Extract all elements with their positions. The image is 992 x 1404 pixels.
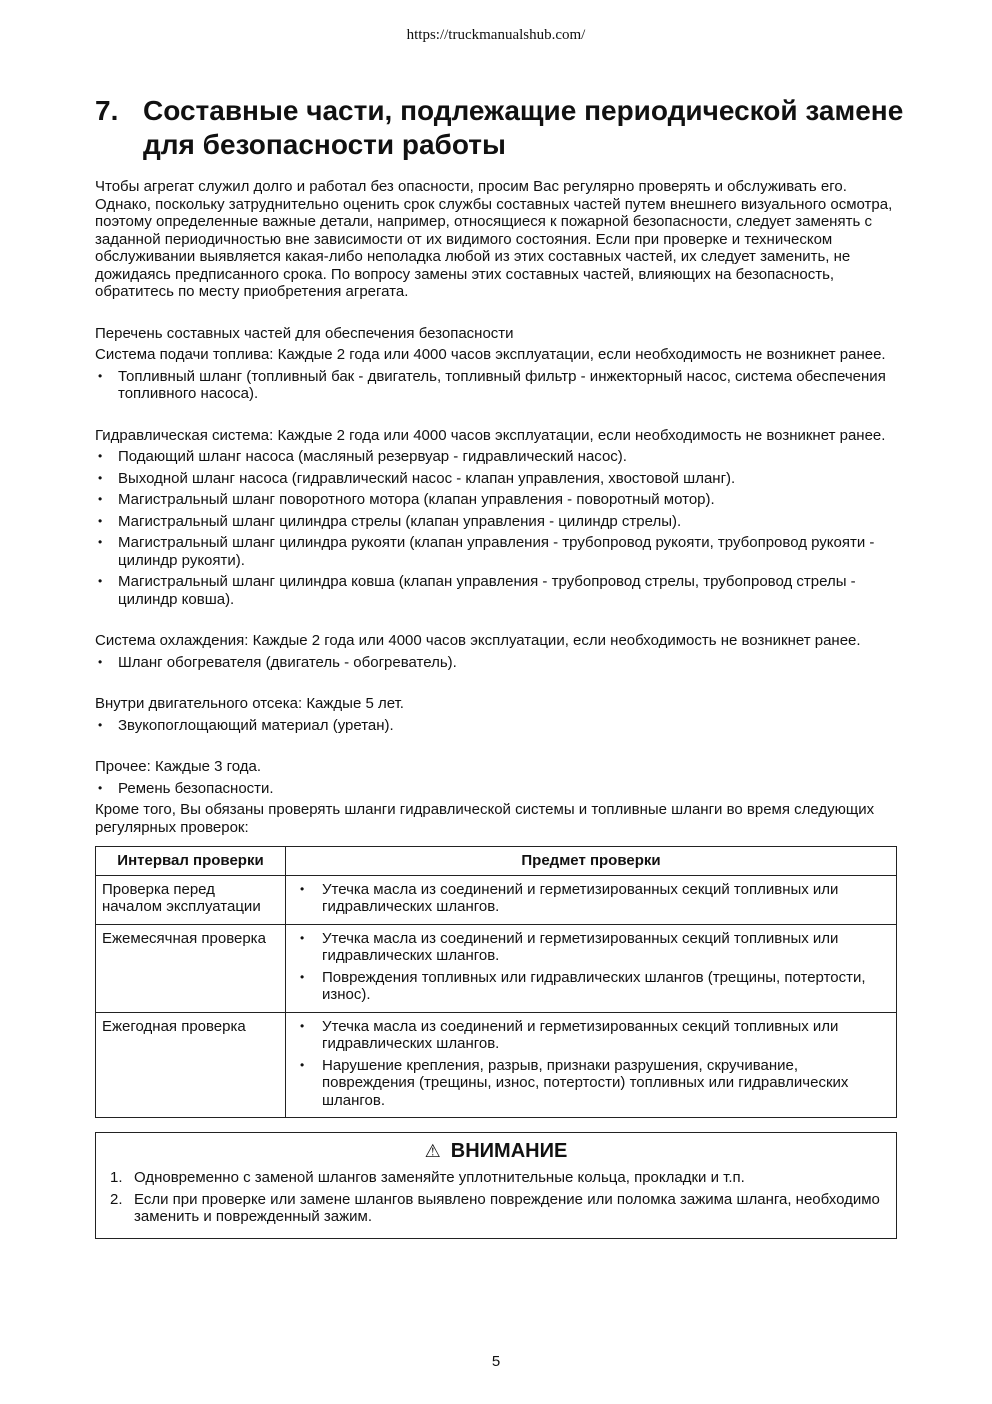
section-number: 7. xyxy=(95,95,119,126)
group-heading: Система охлаждения: Каждые 2 года или 4000 часов эксплуатации, если необходимость не возникнет ранее. xyxy=(95,632,861,649)
group-hydraulic-system xyxy=(95,427,897,609)
list-item: • Магистральный шланг цилиндра ковша (клапан управления - трубопровод стрелы, трубопровод стрелы - цилиндр ковша). xyxy=(95,573,897,608)
inspection-table xyxy=(95,846,897,1118)
warning-item xyxy=(110,1169,882,1187)
list-item: • Магистральный шланг поворотного мотора (клапан управления - поворотный мотор). xyxy=(95,491,897,509)
inspection-note: Кроме того, Вы обязаны проверять шланги гидравлической системы и топливные шланги во время следующих регулярных проверок: xyxy=(95,801,875,836)
list-item: • Утечка масла из соединений и герметизированных секций топливных или гидравлических шлангов. xyxy=(292,881,890,916)
parts-list-heading: Перечень составных частей для обеспечения безопасности xyxy=(95,324,514,342)
intro-paragraph: Чтобы агрегат служил долго и работал без опасности, просим Вас регулярно проверять и обслуживать его. Однако, поскольку затруднительно оценить срок службы составных частей путем внешнего визуального осмотра, поэтому определенные важные детали, например, относящиеся к пожарной безопасности, следует заменять с заданной периодичностью вне зависимости от их видимого состояния. Если при проверке и техническом обслуживании выявляется какая-либо неполадка любой из этих составных частей, их следует заменить, не дожидаясь предписанного срока. По вопросу замены этих составных частей, влияющих на безопасность, обратитесь по месту приобретения агрегата. xyxy=(95,178,893,300)
group-cooling-system xyxy=(95,632,897,671)
bullet-list xyxy=(95,448,897,608)
group-other xyxy=(95,758,897,797)
bullet-list xyxy=(292,1018,890,1110)
list-item: • Звукопоглощающий материал (уретан). xyxy=(95,717,897,735)
page-content xyxy=(95,178,897,1239)
list-item: • Топливный шланг (топливный бак - двигатель, топливный фильтр - инжекторный насос, система обеспечения топливного насоса). xyxy=(95,368,897,403)
group-heading: Внутри двигательного отсека: Каждые 5 лет. xyxy=(95,695,404,712)
bullet-list xyxy=(95,368,897,403)
group-engine-compartment xyxy=(95,695,897,734)
bullet-list xyxy=(292,930,890,1004)
items-cell xyxy=(286,875,897,924)
bullet-list xyxy=(95,654,897,672)
list-item: • Повреждения топливных или гидравлических шлангов (трещины, потертости, износ). xyxy=(292,969,890,1004)
group-heading: Гидравлическая система: Каждые 2 года или 4000 часов эксплуатации, если необходимость не возникнет ранее. xyxy=(95,426,886,444)
bullet-list xyxy=(292,881,890,916)
warning-title: ВНИМАНИЕ xyxy=(450,1140,568,1162)
warning-item-text: Если при проверке или замене шлангов выявлено повреждение или поломка зажима шланга, необходимо заменить и поврежденный зажим. xyxy=(134,1190,880,1225)
bullet-list xyxy=(95,780,897,798)
table-row xyxy=(96,924,897,1012)
column-header-interval: Интервал проверки xyxy=(96,847,286,876)
page-number: 5 xyxy=(491,1353,501,1370)
warning-item-text: Одновременно с заменой шлангов заменяйте уплотнительные кольца, прокладки и т.п. xyxy=(134,1169,745,1186)
warning-item xyxy=(110,1191,882,1226)
group-heading: Прочее: Каждые 3 года. xyxy=(95,758,262,775)
list-item: • Подающий шланг насоса (масляный резервуар - гидравлический насос). xyxy=(95,448,897,466)
list-item: • Шланг обогревателя (двигатель - обогреватель). xyxy=(95,654,897,672)
warning-item-number: 1. xyxy=(110,1169,123,1186)
warning-box xyxy=(95,1132,897,1239)
warning-item-number: 2. xyxy=(110,1190,123,1208)
group-heading: Система подачи топлива: Каждые 2 года или 4000 часов эксплуатации, если необходимость не возникнет ранее. xyxy=(95,346,886,363)
interval-cell: Проверка перед началом эксплуатации xyxy=(96,875,286,924)
list-item: • Нарушение крепления, разрыв, признаки разрушения, скручивание, повреждения (трещины, износ, потертости) топливных или гидравлических шлангов. xyxy=(292,1057,890,1110)
source-url[interactable]: https://truckmanualshub.com/ xyxy=(406,27,586,43)
warning-triangle-icon: ⚠ xyxy=(424,1141,441,1161)
table-row xyxy=(96,1012,897,1118)
warning-list xyxy=(110,1169,882,1226)
list-item: • Утечка масла из соединений и герметизированных секций топливных или гидравлических шлангов. xyxy=(292,930,890,965)
group-fuel-system xyxy=(95,346,897,403)
page-title xyxy=(95,94,915,162)
list-item: • Магистральный шланг цилиндра стрелы (клапан управления - цилиндр стрелы). xyxy=(95,513,897,531)
items-cell xyxy=(286,924,897,1012)
bullet-list xyxy=(95,717,897,735)
table-row xyxy=(96,875,897,924)
interval-cell: Ежемесячная проверка xyxy=(96,924,286,1012)
table-header-row xyxy=(96,847,897,876)
section-title: Составные части, подлежащие периодической замене для безопасности работы xyxy=(143,95,904,160)
list-item: • Выходной шланг насоса (гидравлический насос - клапан управления, хвостовой шланг). xyxy=(95,470,897,488)
column-header-item: Предмет проверки xyxy=(286,847,897,876)
interval-cell: Ежегодная проверка xyxy=(96,1012,286,1118)
warning-header xyxy=(110,1139,882,1163)
list-item: • Утечка масла из соединений и герметизированных секций топливных или гидравлических шлангов. xyxy=(292,1018,890,1053)
items-cell xyxy=(286,1012,897,1118)
list-item: • Магистральный шланг цилиндра рукояти (клапан управления - трубопровод рукояти, трубопровод рукояти - цилиндр рукояти). xyxy=(95,534,897,569)
list-item: • Ремень безопасности. xyxy=(95,780,897,798)
